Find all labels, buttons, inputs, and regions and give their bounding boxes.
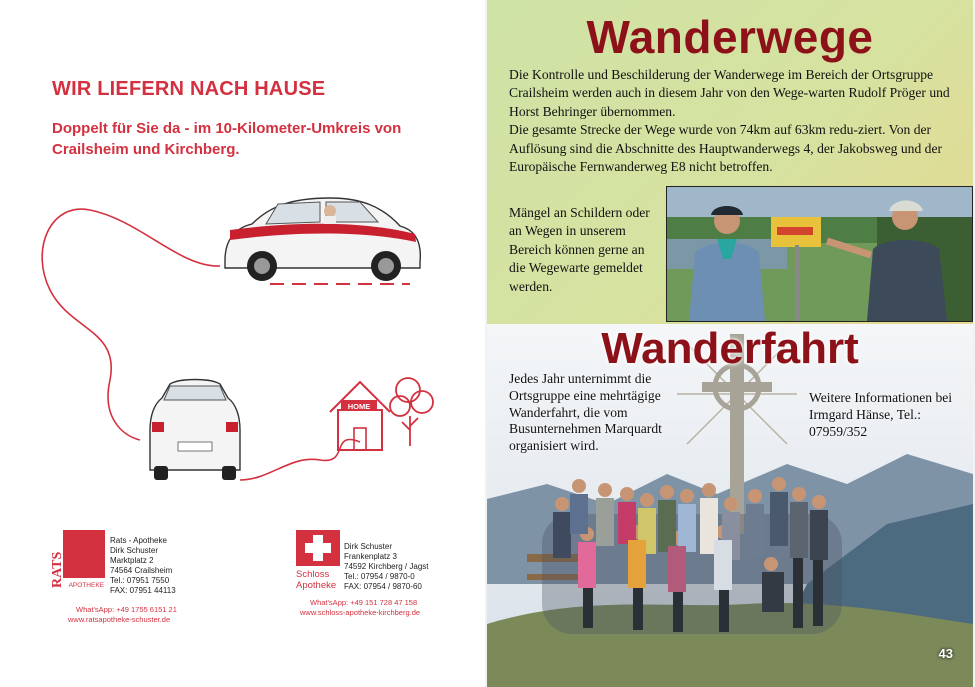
left-page-advert — [0, 0, 485, 687]
svg-text:APOTHEKE: APOTHEKE — [68, 582, 104, 589]
wanderfahrt-text: Jedes Jahr unternimmt die Ortsgruppe eine mehrtägige Wanderfahrt, die vom Busunternehmen Marquardt organisiert wird. — [509, 371, 662, 454]
wanderwege-section — [487, 0, 973, 324]
home-label: HOME — [347, 402, 371, 411]
wanderwege-side-paragraph: Mängel an Schildern oder an Wegen in unserem Bereich können gerne an die Wegewarte gemeldet werden. — [509, 205, 650, 294]
svg-text:RATS: RATS — [50, 551, 65, 588]
wegewarte-photo — [666, 186, 973, 322]
wanderfahrt-heading: Wanderfahrt — [601, 324, 859, 373]
svg-text:Schloss: Schloss — [296, 569, 330, 580]
wanderwege-paragraph: Die Kontrolle und Beschilderung der Wanderwege im Bereich der Ortsgruppe Crailsheim werden auch in diesem Jahr von den Wege-warten Rudolf Pröger und Horst Behringer übernommen. Die gesamte Strecke der Wege wurde von 74km auf 63km redu-ziert. Von der Auflösung sind die Abschnitte des Hauptwanderwegs 4, der Jakobsweg und der Europäische Fernwanderweg E8 nicht betroffen. — [509, 67, 950, 175]
rats-website[interactable]: www.ratsapotheke-schuster.de — [68, 615, 171, 624]
delivery-subtitle: Doppelt für Sie da - im 10-Kilometer-Umkreis von Crailsheim und Kirchberg. — [52, 120, 402, 158]
schloss-whatsapp: What'sApp: +49 151 728 47 158 — [310, 598, 418, 607]
car-side-icon — [225, 198, 420, 281]
contact-info-text: Weitere Informationen bei Irmgard Hänse, Tel.: 07959/352 — [809, 390, 953, 439]
wanderfahrt-section — [487, 324, 973, 687]
rats-address: Rats - Apotheke Dirk Schuster Marktplatz 2 74564 Crailsheim Tel.: 07951 7550 FAX: 07951 44113 — [110, 536, 176, 595]
schloss-address: Dirk Schuster Frankenplatz 3 74592 Kirchberg / Jagst Tel.: 07954 / 9870-0 FAX: 07954 / 9870-60 — [344, 542, 429, 591]
delivery-title: WIR LIEFERN NACH HAUSE — [52, 78, 326, 100]
rats-apotheke-logo — [50, 530, 105, 590]
home-icon — [330, 382, 390, 450]
tree-icon — [390, 378, 433, 446]
schloss-apotheke-logo — [296, 530, 340, 592]
route-line-lower — [240, 439, 360, 480]
svg-text:Apotheke: Apotheke — [296, 580, 337, 591]
rats-whatsapp: What'sApp: +49 1755 6151 21 — [76, 605, 177, 614]
wanderwege-heading: Wanderwege — [586, 11, 874, 63]
delivery-illustration — [30, 180, 450, 500]
car-rear-icon — [150, 380, 240, 481]
page-number: 43 — [938, 646, 953, 661]
schloss-website[interactable]: www.schloss-apotheke-kirchberg.de — [300, 608, 421, 617]
right-page — [487, 0, 973, 687]
